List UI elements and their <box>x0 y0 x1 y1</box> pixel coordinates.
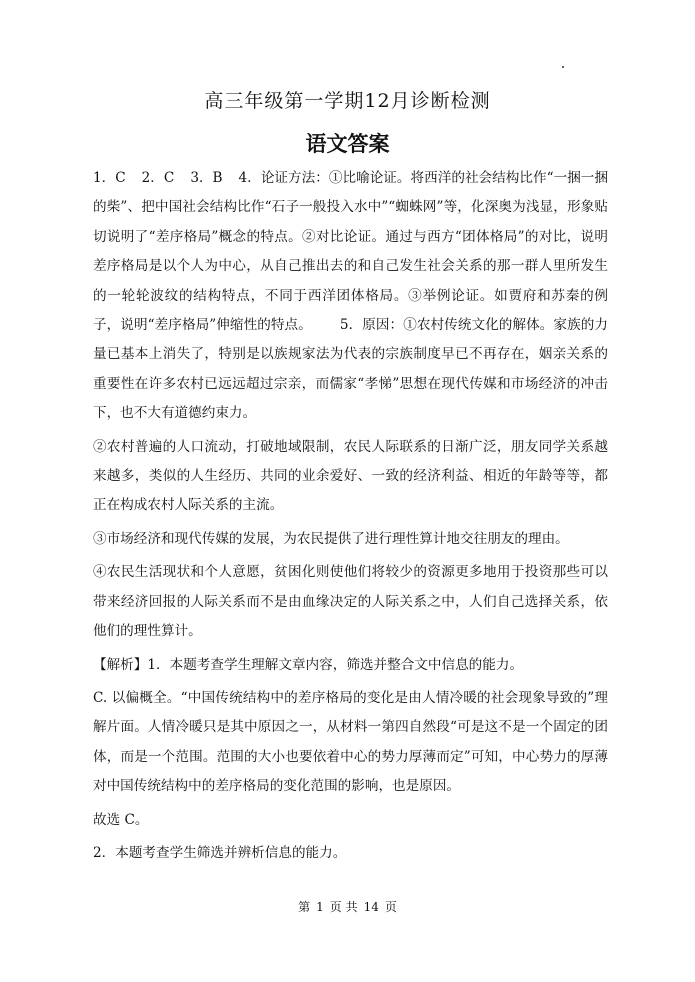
answer-q4: 4．论证方法：①比喻论证。将西洋的社会结构比作“一捆一捆的柴”、把中国社会结构比作“石子一般投入水中”“蜘蛛网”等，化深奥为浅显，形象贴切说明了“差序格局”概念的特点。②对比论证。通过与西方“团体格局”的对比，说明差序格局是以个人为中心，从自己推出去的和自己发生社会关系的那一群人里所发生的一轮轮波纹的结构特点，不同于西洋团体格局。③举例论证。如贾府和苏秦的例子，说明“差序格局”伸缩性的特点。 <box>93 170 608 334</box>
answer-q5-point4: ④农民生活现状和个人意愿，贫困化则使他们将较少的资源更多地用于投资那些可以带来经济回报的人际关系而不是由血缘决定的人际关系之中，人们自己选择关系，依他们的理性算计。 <box>93 564 608 640</box>
footer-pre: 第 <box>298 900 311 914</box>
answer-q2: 2．C <box>141 170 175 186</box>
footer-current-page: 1 <box>316 900 324 914</box>
answer-q5-point3: ③市场经济和现代传媒的发展，为农民提供了进行理性算计地交往朋友的理由。 <box>93 530 569 547</box>
answer-q5-intro: 5．原因：①农村传统文化的解体。家族的力量已基本上消失了，特别是以族规家法为代表的宗族制度早已不再存在，姻亲关系的重要性在许多农村已远远超过宗亲，而儒家“孝悌”思想在现代传媒和市场经济的冲击下，也不大有道德约束力。 <box>93 317 608 422</box>
answers-paragraph <box>93 164 608 429</box>
answer-heading: 语文答案 <box>305 132 390 156</box>
footer-total-pages: 14 <box>363 900 379 914</box>
analysis-q1-choice: 故选 C。 <box>93 811 149 828</box>
exam-title: 高三年级第一学期12月诊断检测 <box>204 90 491 112</box>
footer-mid: 页 共 <box>329 900 358 914</box>
answer-q1: 1．C <box>93 170 126 186</box>
decorative-dot <box>562 66 564 68</box>
footer-post: 页 <box>384 900 397 914</box>
answer-q3: 3．B <box>190 170 223 186</box>
analysis-q1: 【解析】1．本题考查学生理解文章内容，筛选并整合文中信息的能力。 <box>93 656 524 673</box>
analysis-q2: 2．本题考查学生筛选并辨析信息的能力。 <box>93 844 347 861</box>
analysis-q1-detail: C. 以偏概全。“中国传统结构中的差序格局的变化是由人情冷暖的社会现象导致的”理解片面。人情冷暖只是其中原因之一，从材料一第四自然段“可是这不是一个固定的团体，而是一个范围。范围的大小也要依着中心的势力厚薄而定”可知，中心势力的厚薄对中国传统结构中的差序格局的变化范围的影响，也是原因。 <box>93 689 608 795</box>
answer-q5-point2: ②农村普遍的人口流动，打破地域限制，农民人际联系的日渐广泛，朋友同学关系越来越多，类似的人生经历、共同的业余爱好、一致的经济利益、相近的年龄等等，都正在构成农村人际关系的主流。 <box>93 438 608 514</box>
page-footer <box>0 898 695 915</box>
answer-body <box>93 164 608 868</box>
